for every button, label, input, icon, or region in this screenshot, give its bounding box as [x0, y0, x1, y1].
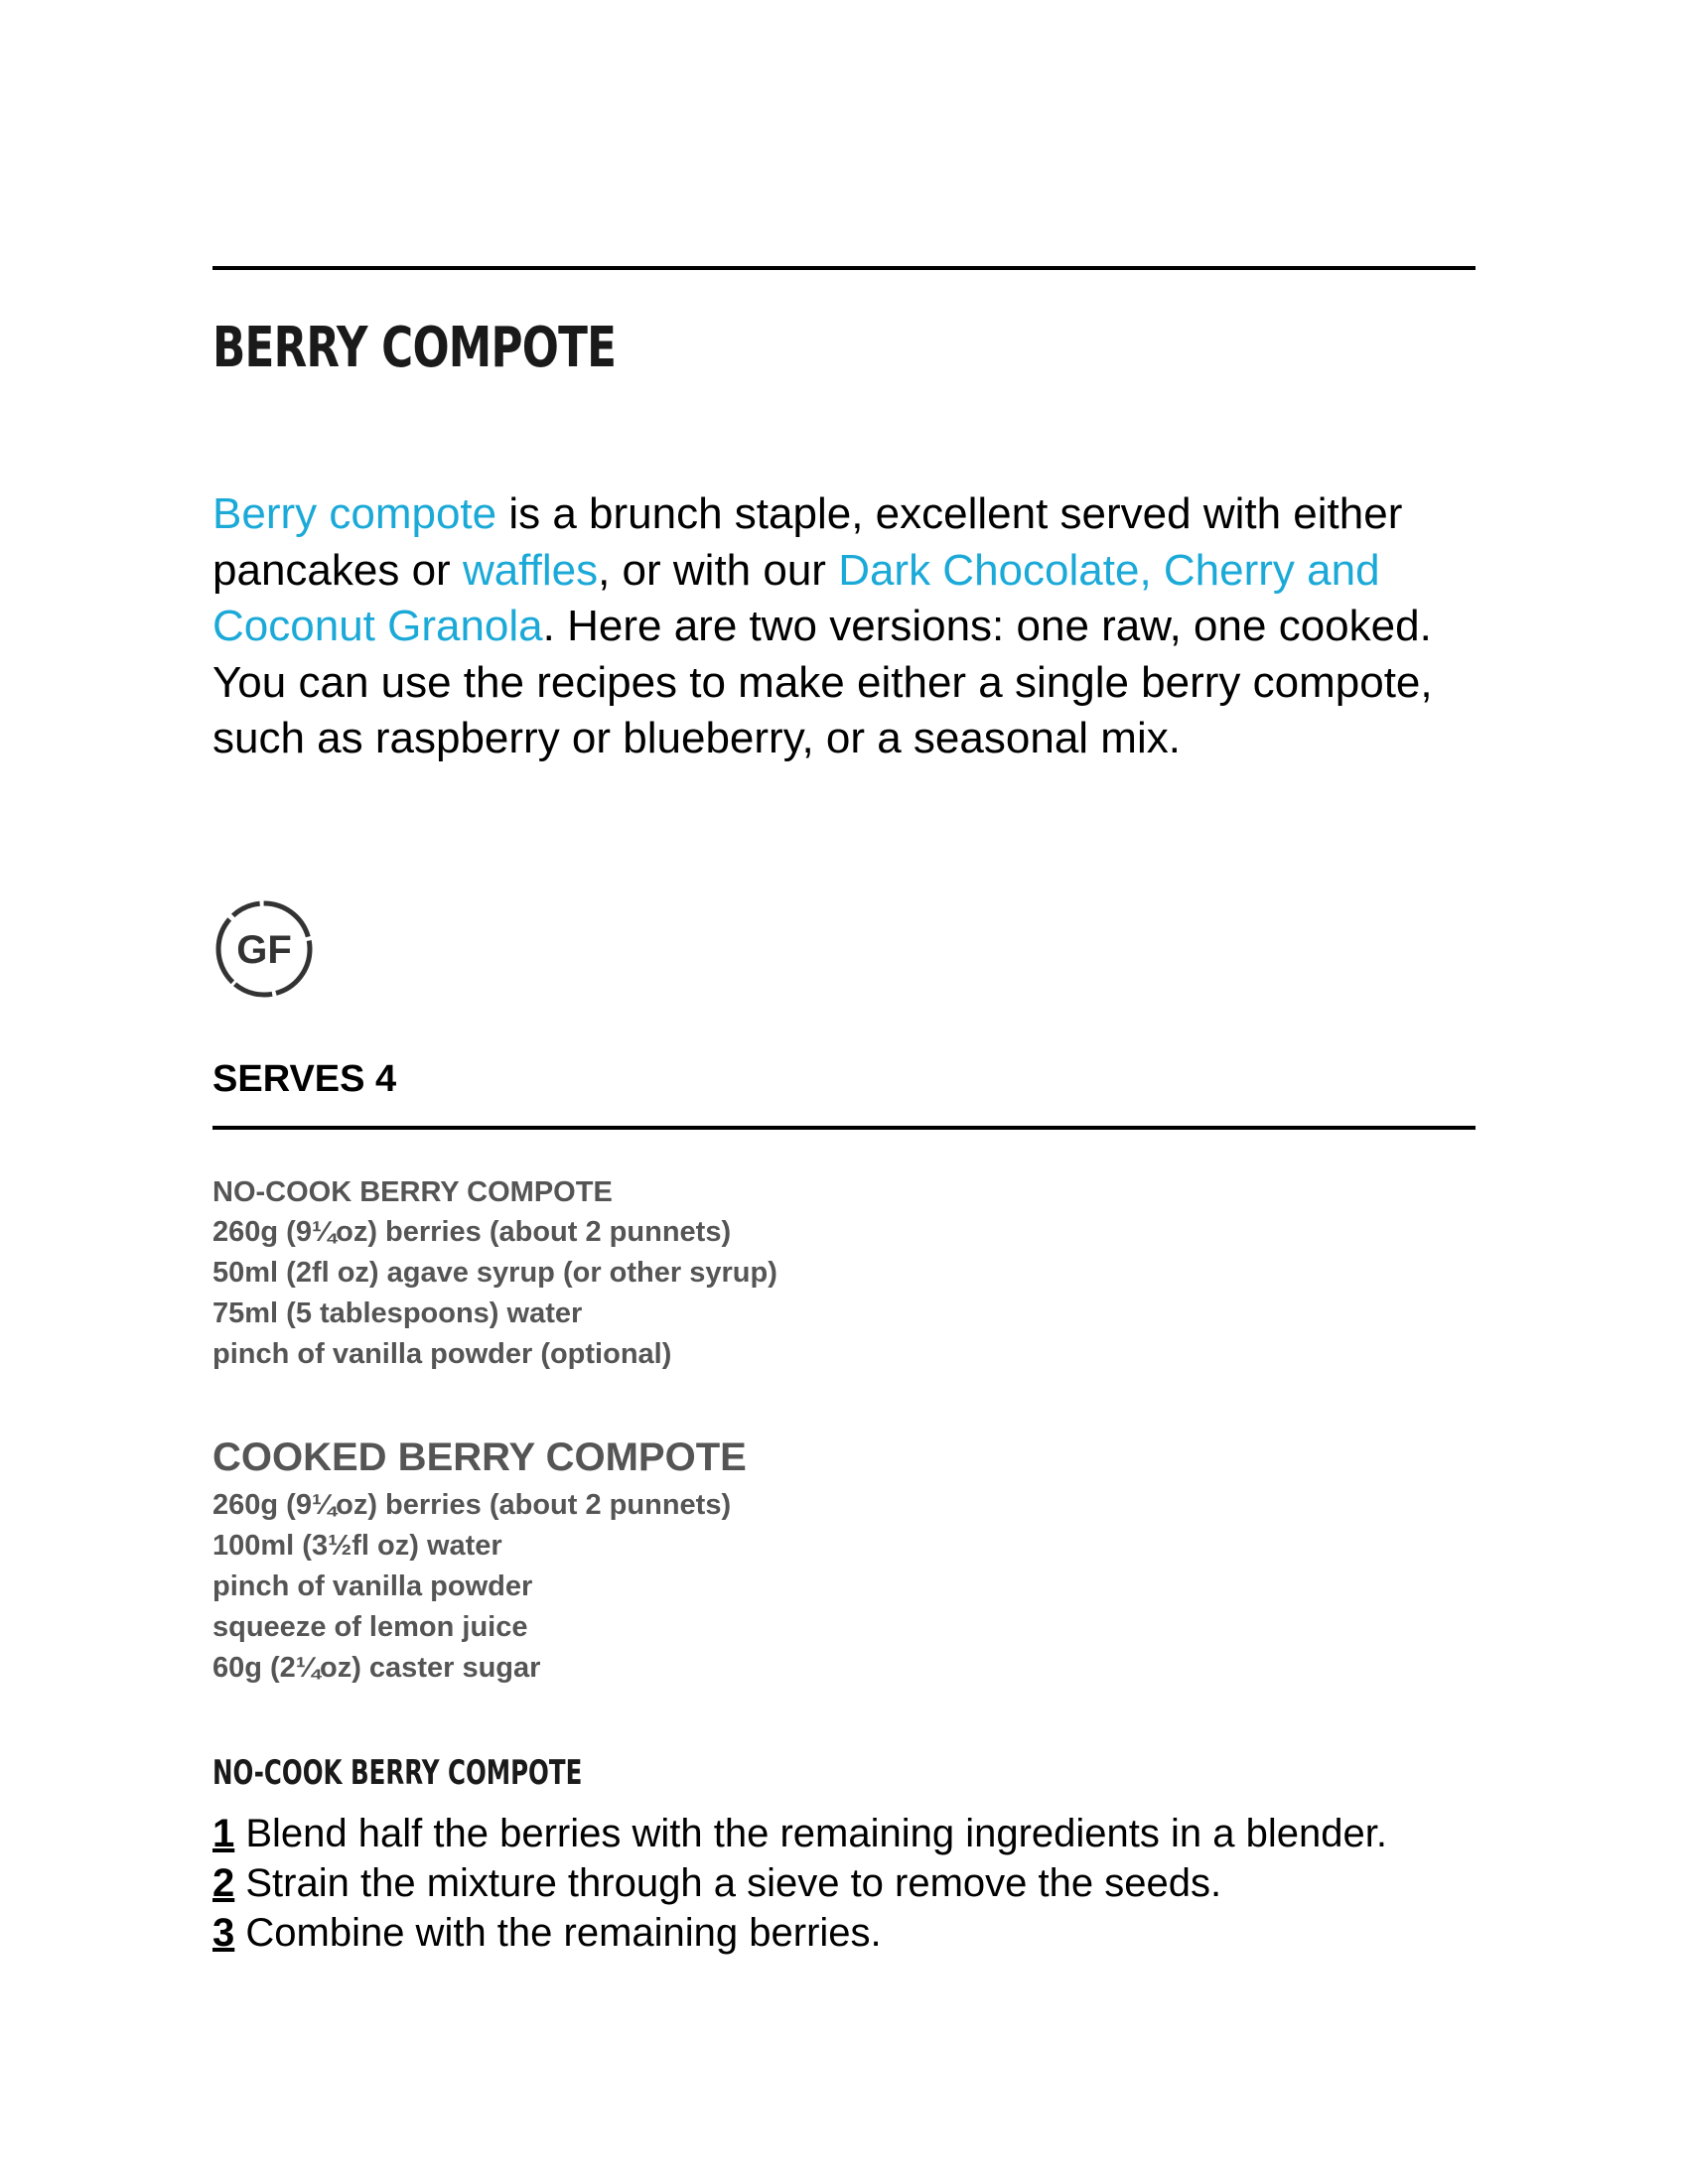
no-cook-ingredients-list [212, 1212, 777, 1375]
step-text: Strain the mixture through a sieve to remove the seeds. [234, 1861, 1222, 1905]
method-step [212, 1809, 1387, 1858]
step-number: 3 [212, 1911, 235, 1955]
method-steps [212, 1809, 1387, 1958]
ingredient-item: 260g (9¼oz) berries (about 2 punnets) [212, 1216, 732, 1248]
ingredient-item: pinch of vanilla powder (optional) [212, 1338, 672, 1370]
page-title: BERRY COMPOTE [212, 316, 617, 380]
no-cook-ingredients-heading: NO-COOK BERRY COMPOTE [212, 1176, 613, 1208]
intro-text-2: , or with our [598, 545, 839, 595]
gluten-free-icon [212, 897, 316, 1001]
waffles-link[interactable]: waffles [462, 545, 599, 595]
intro-text-1: is a brunch staple, excellent served with either pancakes or [212, 489, 1403, 595]
ingredient-item: pinch of vanilla powder [212, 1570, 533, 1602]
step-number: 2 [212, 1861, 235, 1905]
ingredient-item: 75ml (5 tablespoons) water [212, 1297, 583, 1329]
method-heading: NO-COOK BERRY COMPOTE [212, 1753, 583, 1793]
intro-text-3: . Here are two versions: one raw, one cooked. You can use the recipes to make either a single berry compote, such as raspberry or blueberry, or a seasonal mix. [212, 602, 1433, 762]
ingredient-item: squeeze of lemon juice [212, 1611, 528, 1643]
step-number: 1 [212, 1812, 235, 1855]
cooked-ingredients-heading: COOKED BERRY COMPOTE [212, 1435, 747, 1479]
gf-badge-label: GF [236, 928, 292, 972]
top-divider [212, 266, 1476, 270]
granola-link[interactable]: Dark Chocolate, Cherry and Coconut Granola [212, 545, 1380, 650]
ingredient-item: 100ml (3½fl oz) water [212, 1530, 502, 1562]
intro-paragraph [212, 486, 1476, 767]
step-text: Blend half the berries with the remaining ingredients in a blender. [234, 1812, 1387, 1855]
method-step [212, 1858, 1387, 1908]
serves-label: SERVES 4 [212, 1058, 397, 1100]
ingredient-item: 260g (9¼oz) berries (about 2 punnets) [212, 1489, 732, 1521]
cooked-ingredients-list [212, 1485, 731, 1689]
step-text: Combine with the remaining berries. [234, 1911, 882, 1955]
serves-divider [212, 1126, 1476, 1130]
berry-compote-link[interactable]: Berry compote [212, 489, 497, 538]
method-step [212, 1908, 1387, 1958]
ingredient-item: 60g (2¼oz) caster sugar [212, 1652, 541, 1684]
ingredient-item: 50ml (2fl oz) agave syrup (or other syrup) [212, 1257, 777, 1289]
